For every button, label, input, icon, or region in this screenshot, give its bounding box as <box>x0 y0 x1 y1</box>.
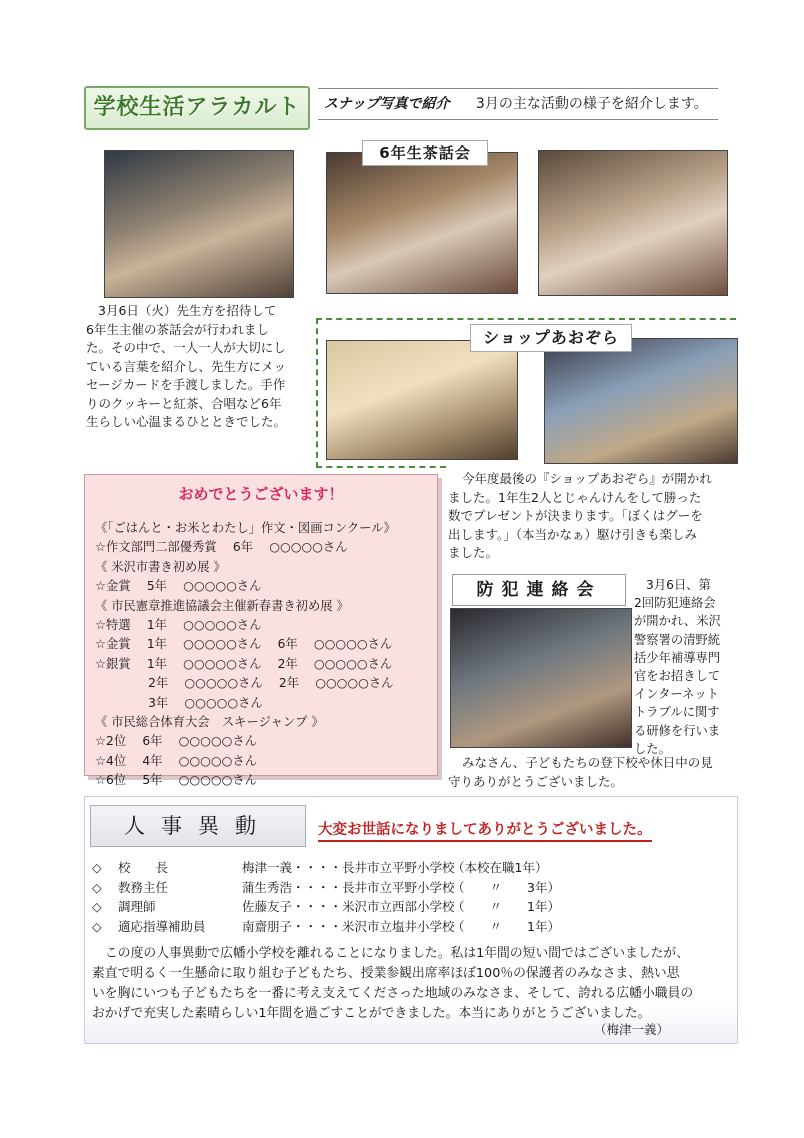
list-item <box>92 917 652 937</box>
shop-text: 今年度最後の『ショップあおぞら』が開かれ ました。1年生2人とじゃんけんをして勝った 数でプレゼントが決まります。「ぼくはグーを 出します。」（本当かなぁ）駆け引きも楽しみ ました。 <box>448 471 712 560</box>
award-line: 2年 ○○○○○さん 2年 ○○○○○さん <box>95 676 394 691</box>
diamond-icon: ◇ <box>92 879 102 895</box>
person-name: 南齋朋子・・・・米沢市立塩井小学校 <box>242 918 455 934</box>
award-line: ☆金賞 1年 ○○○○○さん 6年 ○○○○○さん <box>95 637 393 652</box>
person-name: 梅津一義・・・・長井市立平野小学校 <box>242 860 455 875</box>
divider-line <box>316 318 318 468</box>
role: 校 長 <box>118 860 169 875</box>
person-name: 蒲生秀浩・・・・長井市立平野小学校 <box>242 879 455 895</box>
note: （ 〃 3年） <box>452 879 560 895</box>
tea-party-text: 3月6日（火）先生方を招待して 6年生主催の茶話会が行われまし た。その中で、一人一人が大切にし ている言葉を紹介し、先生方にメッ セージカードを手渡しました。手作 りのクッキーと紅茶、合唱など6年 生らしい心温まるひとときでした。 <box>86 303 287 429</box>
section-title: 学校生活アラカルト <box>84 86 310 130</box>
award-line: ☆4位 4年 ○○○○○さん <box>95 753 257 768</box>
award-line: ☆特選 1年 ○○○○○さん <box>95 618 262 633</box>
photo-tea-party-table <box>326 152 518 294</box>
congratulations-heading: おめでとうございます！ <box>178 485 344 503</box>
crime-side-text: 3月6日、第 2回防犯連絡会 が開かれ、米沢 警察署の清野統 括少年補導専門 官をお招きして インターネット トラブルに関す る研修を行いま した。 <box>634 578 721 756</box>
personnel-message: この度の人事異動で広幡小学校を離れることになりました。私は1年間の短い間ではございましたが、 素直で明るく一生懸命に取り組む子どもたち、授業参観出席率ほぼ100％の保護者のみなさま、熱い思 いを胸にいつも子どもたちを一番に考え支えてくださった地域のみなさま、そして、誇れる広幡小職員の おかげで充実した素晴らしい1年間を過ごすことができました。本当にありがとうございました。 <box>92 946 694 1021</box>
diamond-icon: ◇ <box>92 860 102 875</box>
personnel-thanks: 大変お世話になりましてありがとうございました。 <box>318 818 652 842</box>
crime-prevention-heading: 防犯連絡会 <box>452 574 626 606</box>
header-note <box>318 88 718 120</box>
award-line: ☆2位 6年 ○○○○○さん <box>95 734 257 749</box>
snap-description: 3月の主な活動の様子を紹介します。 <box>475 96 708 112</box>
crime-bottom-text: みなさん、子どもたちの登下校や休日中の見 守りありがとうございました。 <box>448 755 713 789</box>
shop-label: ショップあおぞら <box>470 324 632 352</box>
award-line: ☆作文部門二部優秀賞 6年 ○○○○○さん <box>95 540 348 555</box>
signature: （梅津一義） <box>594 1022 670 1037</box>
congratulations-box <box>84 474 438 788</box>
photo-tea-party-room <box>538 150 728 296</box>
photo-crime-meeting <box>450 608 632 748</box>
award-line: ☆6位 5年 ○○○○○さん <box>95 773 257 788</box>
snap-label: スナップ写真で紹介 <box>324 96 450 112</box>
award-line: ☆銀賞 1年 ○○○○○さん 2年 ○○○○○さん <box>95 656 393 671</box>
note: （ 〃 1年） <box>452 899 560 914</box>
role: 教務主任 <box>118 879 169 895</box>
person-name: 佐藤友子・・・・米沢市立西部小学校 <box>242 899 455 914</box>
award-list <box>95 519 435 791</box>
list-item <box>92 858 652 878</box>
photo-shop-counter <box>326 340 518 460</box>
award-line: 《 米沢市書き初め展 》 <box>95 559 226 574</box>
award-line: 《 市民総合体育大会 スキージャンプ 》 <box>95 715 324 730</box>
role: 適応指導補助員 <box>118 918 206 934</box>
award-line: ☆金賞 5年 ○○○○○さん <box>95 579 262 594</box>
role: 調理師 <box>118 899 156 914</box>
diamond-icon: ◇ <box>92 899 102 914</box>
note: （ 〃 1年） <box>452 918 560 934</box>
note: （本校在職1年） <box>452 860 548 875</box>
diamond-icon: ◇ <box>92 918 102 934</box>
award-line: 《「ごはんと・お米とわたし」作文・図画コンクール》 <box>95 521 396 535</box>
list-item <box>92 878 652 898</box>
personnel-heading: 人事異動 <box>90 805 306 847</box>
list-item <box>92 897 652 917</box>
photo-students-speech <box>104 150 294 298</box>
photo-shop-game <box>544 338 738 464</box>
award-line: 3年 ○○○○○さん <box>95 695 263 710</box>
divider-line <box>316 318 736 320</box>
tea-party-label: 6年生茶話会 <box>362 140 488 166</box>
personnel-list <box>92 858 652 936</box>
divider-line <box>316 466 446 468</box>
award-line: 《 市民憲章推進協議会主催新春書き初め展 》 <box>95 598 349 613</box>
